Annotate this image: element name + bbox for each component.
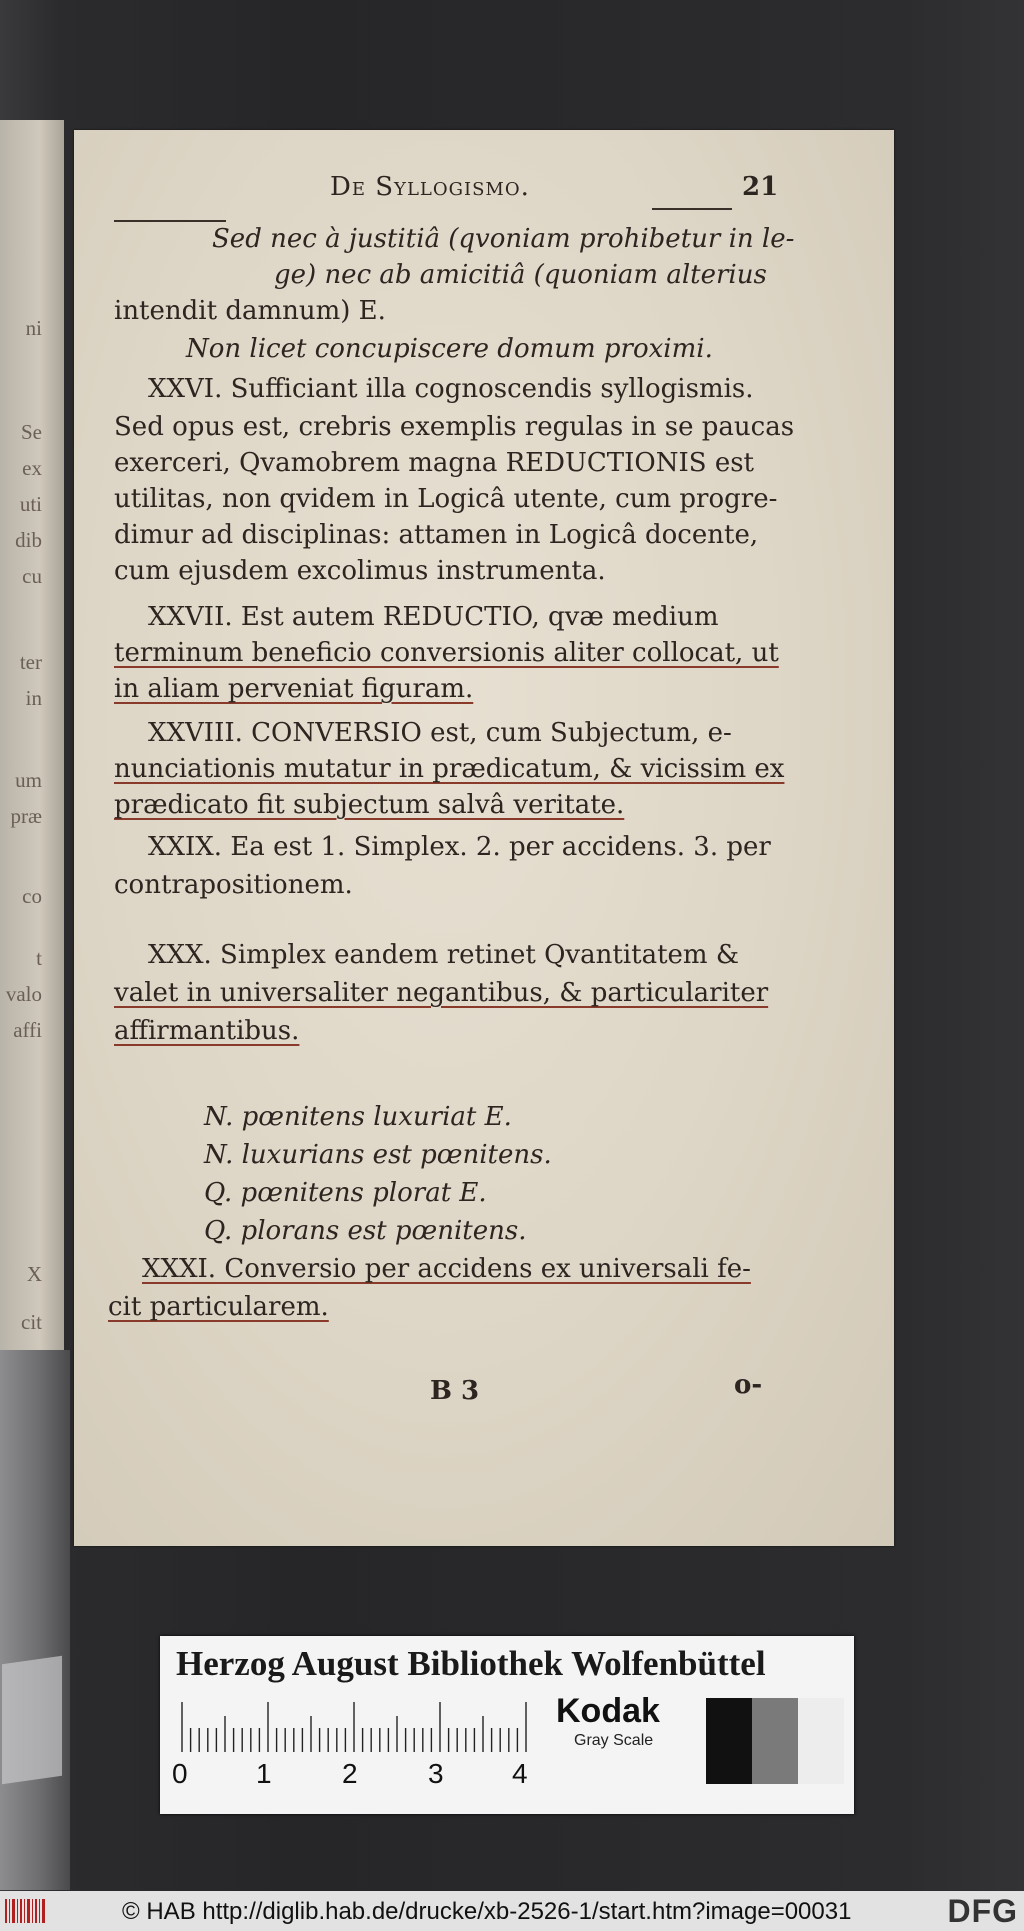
adjacent-fragment: ter [19,650,42,674]
ruler-number: 3 [428,1758,444,1789]
text-line: dimur ad disciplinas: attamen in Logicâ docente, [114,520,759,550]
library-name: Herzog August Bibliothek Wolfenbüttel [176,1644,766,1683]
text-line-underlined: XXXI. Conversio per accidens ex universali fe- [142,1254,751,1284]
book-page [74,130,894,1546]
adjacent-fragment: in [25,686,42,710]
catchword: o- [734,1370,763,1400]
kodak-logo: Kodak [556,1692,660,1730]
ruler-number: 4 [512,1758,528,1789]
adjacent-fragment: dib [15,528,42,552]
gray-patch-mid [752,1698,798,1784]
adjacent-fragment: ex [22,456,42,480]
text-line-underlined: cit particularem. [108,1292,329,1322]
ruler-number: 1 [256,1758,272,1789]
text-line: intendit damnum) E. [114,296,386,326]
text-line: XXIX. Ea est 1. Simplex. 2. per accidens. 3. per [148,832,771,862]
header-rule [652,208,732,210]
adjacent-fragment: Se [21,420,42,444]
text-line-underlined: prædicato fit subjectum salvâ veritate. [114,790,625,820]
text-line: contrapositionem. [114,870,353,900]
header-rule [114,220,226,222]
adjacent-fragment: ni [25,316,42,340]
text-line: cum ejusdem excolimus instrumenta. [114,556,606,586]
text-line: Non licet concupiscere domum proximi. [186,334,713,364]
adjacent-fragment: um [15,768,42,792]
adjacent-page-edge [0,1350,70,1890]
text-line: Sed opus est, crebris exemplis regulas in se paucas [114,412,795,442]
adjacent-fragment: X [26,1262,42,1286]
text-line: XXVI. Sufficiant illa cognoscendis syllogismis. [148,374,754,404]
text-line-underlined: nunciationis mutatur in prædicatum, & vicissim ex [114,754,785,784]
signature-mark: B 3 [430,1376,480,1406]
page-number: 21 [742,172,779,202]
source-link[interactable]: © HAB http://diglib.hab.de/drucke/xb-2526-1/start.htm?image=00031 [122,1898,852,1925]
text-line: utilitas, non qvidem in Logicâ utente, cum progre- [114,484,778,514]
text-line: ge) nec ab amicitiâ (quoniam alterius [274,260,767,290]
text-line-underlined: in aliam perveniat figuram. [114,674,474,704]
example-line: Q. pœnitens plorat E. [204,1178,487,1208]
adjacent-page-strip [0,120,64,1350]
text-line: Sed nec à justitiâ (qvoniam prohibetur in le- [212,224,795,254]
gray-patch-dark [706,1698,752,1784]
example-line: N. pœnitens luxuriat E. [204,1102,512,1132]
adjacent-fragment: valo [5,982,42,1006]
ruler-number: 0 [172,1758,188,1789]
gray-scale-label: Gray Scale [574,1732,654,1749]
text-line: XXVIII. CONVERSIO est, cum Subjectum, e- [148,718,732,748]
adjacent-fragment: cit [21,1310,42,1334]
footer-bar [0,1891,1024,1931]
adjacent-label-shadow [2,1656,62,1784]
adjacent-fragment: præ [10,804,42,828]
adjacent-fragment: affi [13,1018,42,1042]
adjacent-fragment: cu [22,564,42,588]
text-line: XXX. Simplex eandem retinet Qvantitatem & [148,940,739,970]
adjacent-fragment: uti [19,492,42,516]
ruler-number: 2 [342,1758,358,1789]
text-line: exerceri, Qvamobrem magna REDUCTIONIS est [114,448,754,478]
text-line-underlined: terminum beneficio conversionis aliter collocat, ut [114,638,779,668]
example-line: Q. plorans est pœnitens. [204,1216,527,1246]
adjacent-fragment: t [36,946,42,970]
barcode-icon [4,1897,48,1925]
text-line-underlined: affirmantibus. [114,1016,300,1046]
adjacent-fragment: co [22,884,42,908]
gray-scale-patches [706,1698,846,1784]
ruler-scale [178,1698,558,1752]
gray-patch-light [798,1698,844,1784]
text-line-underlined: valet in universaliter negantibus, & particulariter [114,978,769,1008]
calibration-card [160,1636,854,1814]
dfg-logo: DFG [947,1893,1018,1929]
text-line: XXVII. Est autem REDUCTIO, qvæ medium [148,602,719,632]
running-head: De Syllogismo. [330,172,530,202]
example-line: N. luxurians est pœnitens. [204,1140,552,1170]
